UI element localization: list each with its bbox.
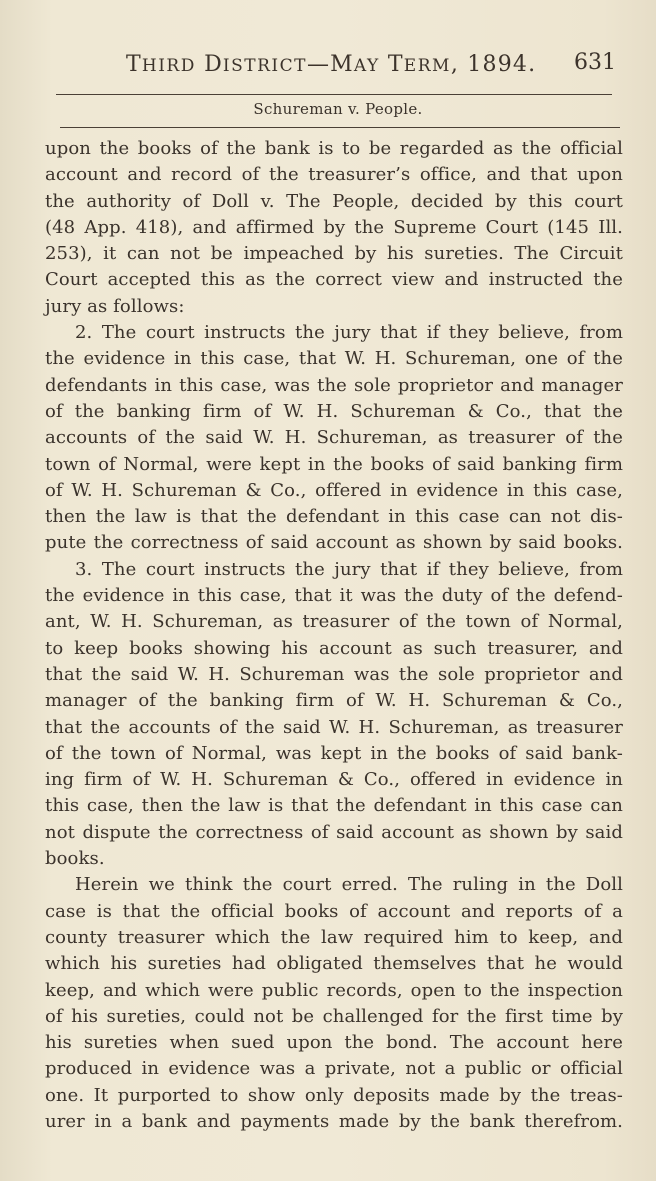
text-line: one. It purported to show only deposits made by the treas- xyxy=(45,1084,623,1106)
text-line: 2. The court instructs the jury that if they believe, from xyxy=(75,322,623,344)
text-line: the evidence in this case, that it was the duty of the defend- xyxy=(45,585,623,607)
text-line: that the accounts of the said W. H. Schureman, as treasurer xyxy=(45,716,623,738)
case-name: Schureman v. People. xyxy=(253,100,423,118)
text-line: the authority of Doll v. The People, decided by this court xyxy=(45,190,623,212)
text-line: (48 App. 418), and affirmed by the Supreme Court (145 Ill. xyxy=(45,216,623,238)
text-line: ing firm of W. H. Schureman & Co., offered in evidence in xyxy=(45,769,623,791)
text-line: account and record of the treasurer’s office, and that upon xyxy=(45,164,623,186)
text-line: this case, then the law is that the defendant in this case can xyxy=(45,795,623,817)
text-line: the evidence in this case, that W. H. Schureman, one of the xyxy=(45,348,623,370)
header-rule-top xyxy=(56,94,612,95)
page-number: 631 xyxy=(574,50,616,75)
text-line: of the banking firm of W. H. Schureman & Co., that the xyxy=(45,400,623,422)
text-line: produced in evidence was a private, not a public or official xyxy=(45,1058,623,1080)
text-line: not dispute the correctness of said account as shown by said xyxy=(45,821,623,843)
text-line: case is that the official books of account and reports of a xyxy=(45,900,623,922)
text-line: Court accepted this as the correct view and instructed the xyxy=(45,269,623,291)
text-line: to keep books showing his account as such treasurer, and xyxy=(45,637,623,659)
text-line: Herein we think the court erred. The ruling in the Doll xyxy=(75,874,623,896)
text-line: which his sureties had obligated themselves that he would xyxy=(45,953,623,975)
text-line: of W. H. Schureman & Co., offered in evidence in this case, xyxy=(45,479,623,501)
text-line: his sureties when sued upon the bond. The account here xyxy=(45,1032,623,1054)
text-line: upon the books of the bank is to be regarded as the official xyxy=(45,138,623,159)
text-line: county treasurer which the law required him to keep, and xyxy=(45,926,623,948)
running-head-title: THIRD DISTRICT—MAY TERM, 1894. xyxy=(126,52,537,77)
text-line: 253), it can not be impeached by his sureties. The Circuit xyxy=(45,243,623,265)
text-line: accounts of the said W. H. Schureman, as treasurer of the xyxy=(45,427,623,449)
text-line: that the said W. H. Schureman was the sole proprietor and xyxy=(45,663,623,685)
text-line: keep, and which were public records, open to the inspection xyxy=(45,979,623,1001)
text-line: manager of the banking firm of W. H. Schureman & Co., xyxy=(45,690,623,712)
header-rule-bottom xyxy=(60,127,620,128)
text-line: jury as follows: xyxy=(45,295,185,317)
text-line: 3. The court instructs the jury that if they believe, from xyxy=(75,558,623,580)
text-line: defendants in this case, was the sole proprietor and manager xyxy=(45,374,623,396)
text-line: town of Normal, were kept in the books of said banking firm xyxy=(45,453,623,475)
running-head xyxy=(126,50,616,84)
text-line: pute the correctness of said account as shown by said books. xyxy=(45,532,623,554)
text-line: of the town of Normal, was kept in the books of said bank- xyxy=(45,742,623,764)
body-text xyxy=(45,136,623,1135)
text-line: of his sureties, could not be challenged for the first time by xyxy=(45,1005,623,1027)
text-line: then the law is that the defendant in this case can not dis- xyxy=(45,506,623,528)
text-line: books. xyxy=(45,848,105,870)
text-line: ant, W. H. Schureman, as treasurer of the town of Normal, xyxy=(45,611,623,633)
text-line: urer in a bank and payments made by the bank therefrom. xyxy=(45,1110,623,1132)
